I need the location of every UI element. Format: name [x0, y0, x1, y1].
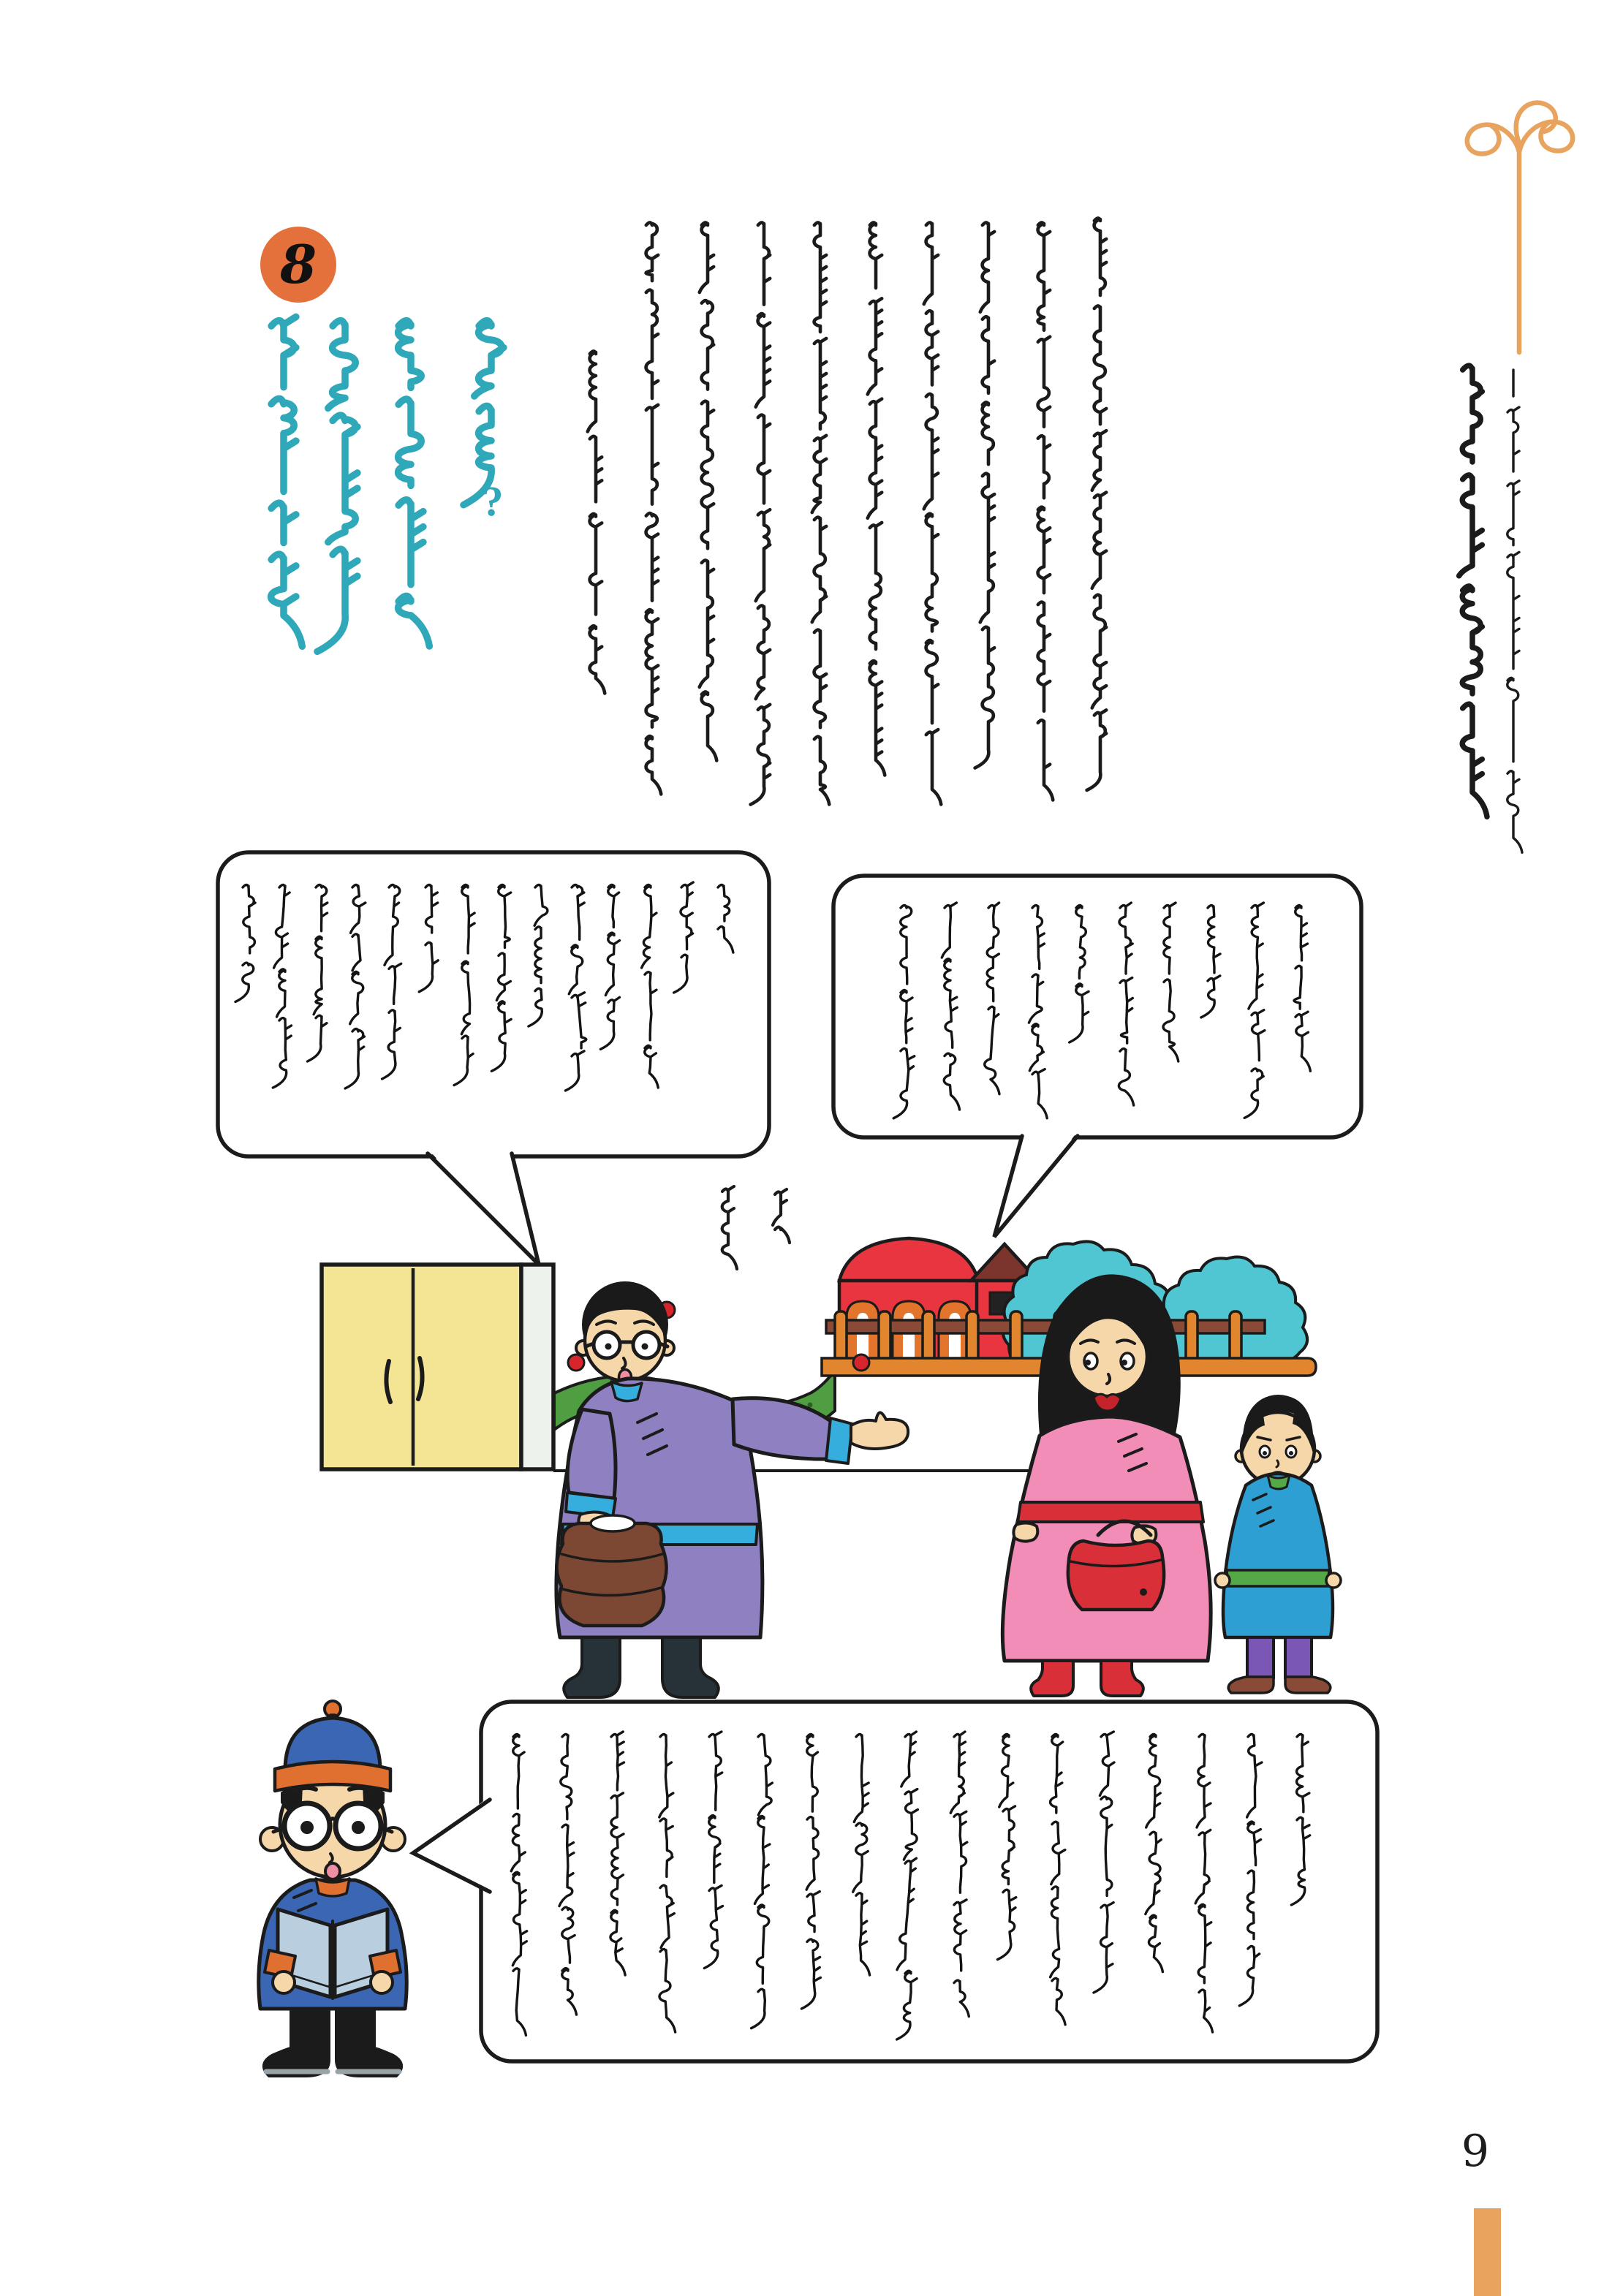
basket — [556, 1523, 666, 1626]
script-column — [756, 605, 770, 699]
script-column — [756, 509, 770, 601]
script-column — [1092, 431, 1106, 490]
reading-boy-figure — [259, 1701, 407, 2076]
script-column — [980, 474, 994, 623]
script-column — [870, 661, 885, 775]
script-column — [474, 321, 504, 396]
speech-bubble-bottom — [413, 1702, 1377, 2061]
script-column — [590, 436, 602, 502]
script-column — [1092, 595, 1106, 708]
father-hand — [851, 1412, 908, 1449]
child-belt — [1227, 1570, 1329, 1586]
wardrobe — [322, 1265, 553, 1469]
script-column — [1038, 436, 1050, 498]
script-column — [773, 1189, 787, 1225]
script-column — [980, 222, 994, 311]
mother-belt — [1018, 1502, 1203, 1522]
page-number: 9 — [1461, 2126, 1490, 2177]
script-column — [1038, 222, 1051, 330]
script-column — [983, 317, 995, 393]
header-flourish-icon — [1467, 103, 1573, 352]
script-column — [646, 222, 659, 281]
script-column — [1094, 306, 1107, 424]
title-question-mark: ? — [482, 477, 504, 525]
script-column — [926, 730, 941, 804]
script-column — [328, 321, 355, 409]
script-column — [317, 549, 357, 651]
father-boot-left — [564, 1637, 620, 1697]
script-column — [588, 351, 596, 431]
script-column — [1087, 710, 1107, 790]
script-column — [398, 399, 422, 485]
script-column — [1462, 586, 1482, 694]
script-column — [722, 1186, 737, 1269]
script-column — [590, 514, 602, 615]
script-column — [924, 394, 938, 509]
script-column — [700, 222, 714, 292]
script-column — [1094, 218, 1107, 295]
script-column — [812, 436, 826, 512]
script-column — [775, 1227, 790, 1243]
script-column — [870, 523, 882, 649]
father-boot-right — [662, 1637, 719, 1697]
script-column — [1507, 407, 1519, 471]
script-column — [1038, 337, 1051, 427]
script-column — [758, 415, 771, 504]
script-column — [1462, 704, 1487, 817]
script-column — [646, 513, 659, 601]
script-column — [814, 222, 827, 332]
script-column — [1507, 481, 1519, 545]
script-column — [814, 630, 827, 728]
script-column — [702, 692, 717, 760]
boy-mouth — [325, 1863, 340, 1879]
script-column — [702, 401, 714, 549]
script-column — [1092, 493, 1106, 588]
script-column — [398, 500, 423, 585]
script-column — [1507, 771, 1522, 853]
scene-label-script — [722, 1186, 790, 1269]
script-column — [751, 705, 771, 805]
child-robe — [1223, 1474, 1333, 1637]
script-column — [646, 610, 659, 727]
handbag — [1068, 1541, 1164, 1610]
script-column — [590, 626, 605, 693]
script-column — [983, 402, 994, 464]
lesson-number: 8 — [279, 233, 317, 295]
script-column — [1038, 720, 1053, 800]
script-column — [646, 405, 658, 504]
page-edge-bar — [1474, 2208, 1501, 2296]
lesson-number-badge — [260, 227, 336, 303]
script-column — [646, 290, 659, 398]
script-column — [1462, 365, 1482, 462]
script-column — [868, 399, 882, 518]
script-column — [814, 737, 829, 805]
body-text-script — [588, 218, 1106, 804]
script-column — [271, 398, 296, 491]
script-column — [926, 514, 939, 632]
mother-boot-left — [1031, 1661, 1073, 1696]
script-column — [1038, 602, 1051, 711]
script-column — [926, 640, 939, 723]
header-subtitle-script — [1507, 370, 1522, 852]
child-figure — [1215, 1395, 1341, 1693]
script-column — [1507, 678, 1518, 762]
script-column — [814, 338, 826, 429]
script-column — [328, 415, 357, 542]
script-column — [870, 222, 882, 288]
script-column — [398, 321, 422, 388]
script-column — [1038, 507, 1051, 593]
speech-bubble-left — [218, 852, 769, 1265]
script-column — [398, 596, 430, 646]
script-column — [756, 314, 770, 407]
script-column — [924, 222, 938, 304]
script-column — [700, 560, 714, 687]
script-column — [926, 311, 939, 384]
script-column — [702, 300, 714, 390]
script-column — [1459, 475, 1483, 576]
script-column — [271, 554, 303, 646]
header-chapter-script — [1459, 365, 1487, 817]
script-column — [975, 627, 995, 768]
script-column — [1507, 552, 1519, 668]
script-column — [271, 503, 296, 542]
script-column — [868, 298, 882, 394]
script-column — [271, 317, 296, 387]
mother-boot-right — [1101, 1661, 1143, 1696]
script-column — [812, 517, 826, 622]
script-column — [646, 736, 662, 794]
script-column — [758, 222, 770, 304]
